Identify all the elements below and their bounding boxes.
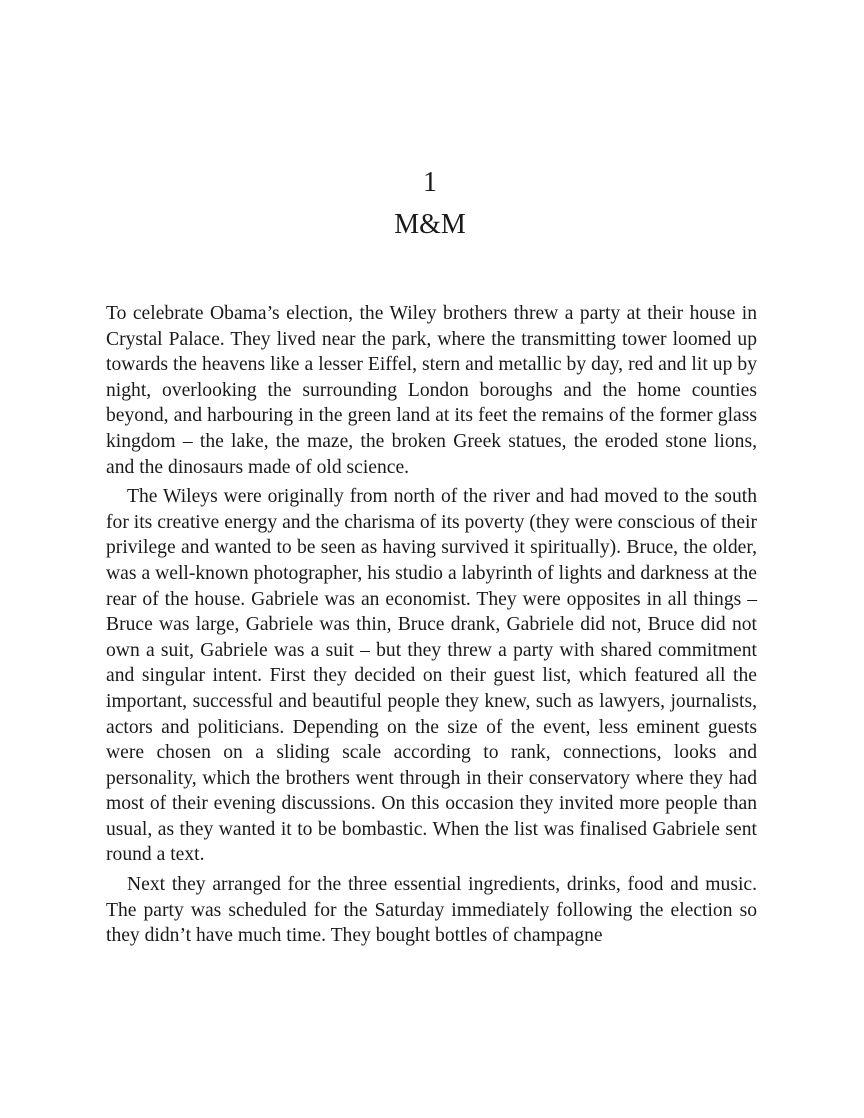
body-text [106,301,757,953]
paragraph-1: To celebrate Obama’s election, the Wiley brothers threw a party at their house in Crystal Palace. They lived near the park, where the transmitting tower loomed up towards the heavens like a lesser Eiffel, stern and metallic by day, red and lit up by night, overlooking the surrounding London boroughs and the home counties beyond, and harbouring in the green land at its feet the remains of the former glass kingdom – the lake, the maze, the broken Greek statues, the eroded stone lions, and the dinosaurs made of old science. [106,303,757,478]
paragraph-3: Next they arranged for the three essential ingredients, drinks, food and music. The party was scheduled for the Saturday immediately following the election so they didn’t have much time. They bought bottles of champagne [106,874,757,947]
chapter-heading [0,166,864,242]
chapter-title: M&M [394,209,466,240]
chapter-number: 1 [423,167,437,198]
paragraph-2: The Wileys were originally from north of the river and had moved to the south for its creative energy and the charisma of its poverty (they were conscious of their privilege and wanted to be seen as having survived it spiritually). Bruce, the older, was a well-known photographer, his studio a labyrinth of lights and darkness at the rear of the house. Gabriele was an economist. They were opposites in all things – Bruce was large, Gabriele was thin, Bruce drank, Gabriele did not, Bruce did not own a suit, Gabriele was a suit – but they threw a party with shared commitment and singular intent. First they decided on their guest list, which featured all the important, successful and beautiful people they knew, such as lawyers, journalists, actors and politicians. Depending on the size of the event, less eminent guests were chosen on a sliding scale according to rank, connections, looks and personality, which the brothers went through in their conservatory where they had most of their evening discussions. On this occasion they invited more people than usual, as they wanted it to be bombastic. When the list was finalised Gabriele sent round a text. [106,486,757,866]
